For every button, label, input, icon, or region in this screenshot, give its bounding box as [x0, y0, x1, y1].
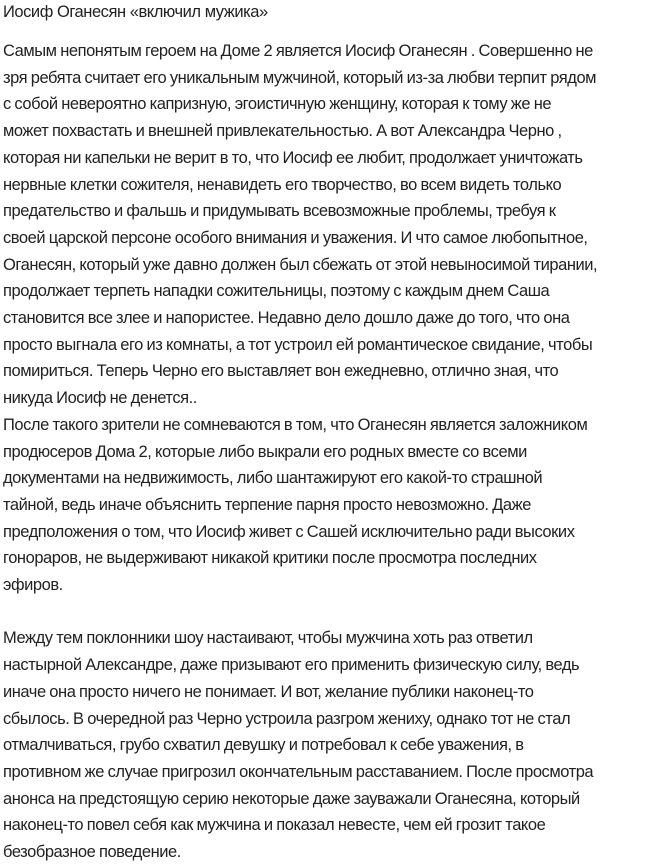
text-line: просто выгнала его из комнаты, а тот устроил ей романтическое свидание, чтобы	[3, 335, 593, 354]
paragraph-1	[3, 38, 667, 412]
text-line: никуда Иосиф не денется..	[3, 389, 197, 408]
text-line: с собой невероятно капризную, эгоистичную женщину, которая к тому же не	[3, 95, 552, 114]
text-line: может похвастать и внешней привлекательностью. А вот Александра Черно ,	[3, 122, 562, 141]
spacer	[3, 599, 667, 626]
text-line: сбылось. В очередной раз Черно устроила разгром жениху, однако тот не стал	[3, 709, 571, 728]
text-line: иначе она просто ничего не понимает. И вот, желание публики наконец-то	[3, 682, 534, 701]
text-line: эфиров.	[3, 576, 63, 595]
text-line: помириться. Теперь Черно его выставляет вон ежедневно, отлично зная, что	[3, 362, 559, 381]
text-line: становится все злее и напористее. Недавно дело дошло даже до того, что она	[3, 309, 570, 328]
text-line: своей царской персоне особого внимания и уважения. И что самое любопытное,	[3, 228, 588, 247]
text-line: продюсеров Дома 2, которые либо выкрали его родных вместе со всеми	[3, 442, 527, 461]
text-line: настырной Александре, даже призывают его применить физическую силу, ведь	[3, 656, 580, 675]
article-title: Иосиф Оганесян «включил мужика»	[3, 3, 268, 21]
text-line: После такого зрители не сомневаются в том, что Оганесян является заложником	[3, 415, 588, 434]
text-line: документами на недвижимость, либо шантажируют его какой-то страшной	[3, 469, 543, 488]
text-line: нервные клетки сожителя, ненавидеть его творчество, во всем видеть только	[3, 175, 562, 194]
text-line: зря ребята считает его уникальным мужчиной, который из-за любви терпит рядом	[3, 68, 597, 87]
text-line: наконец-то повел себя как мужчина и показал невесте, чем ей грозит такое	[3, 816, 546, 835]
paragraph-3	[3, 625, 667, 865]
text-line: Самым непонятым героем на Доме 2 является Иосиф Оганесян . Совершенно не	[3, 42, 593, 60]
text-line: продолжает терпеть нападки сожительницы, поэтому с каждым днем Саша	[3, 282, 550, 301]
text-line: которая ни капельки не верит в то, что Иосиф ее любит, продолжает уничтожать	[3, 148, 583, 167]
text-line: Оганесян, который уже давно должен был сбежать от этой невыносимой тирании,	[3, 255, 598, 274]
text-line: Между тем поклонники шоу настаивают, чтобы мужчина хоть раз ответил	[3, 629, 533, 648]
paragraph-2	[3, 412, 667, 599]
text-line: отмалчиваться, грубо схватил девушку и потребовал к себе уважения, в	[3, 736, 524, 755]
text-line: безобразное поведение.	[3, 843, 181, 862]
text-line: гонораров, не выдерживают никакой критики после просмотра последних	[3, 549, 537, 568]
spacer	[3, 24, 667, 38]
text-line: предположения о том, что Иосиф живет с Сашей исключительно ради высоких	[3, 522, 575, 541]
text-line: тайной, ведь иначе объяснить терпение парня просто невозможно. Даже	[3, 495, 531, 514]
text-line: противном же случае пригрозил окончательным расставанием. После просмотра	[3, 762, 594, 781]
text-line: анонса на предстоящую серию некоторые даже зауважали Оганесяна, который	[3, 789, 580, 808]
text-line: предательство и фальшь и придумывать всевозможные проблемы, требуя к	[3, 202, 556, 221]
